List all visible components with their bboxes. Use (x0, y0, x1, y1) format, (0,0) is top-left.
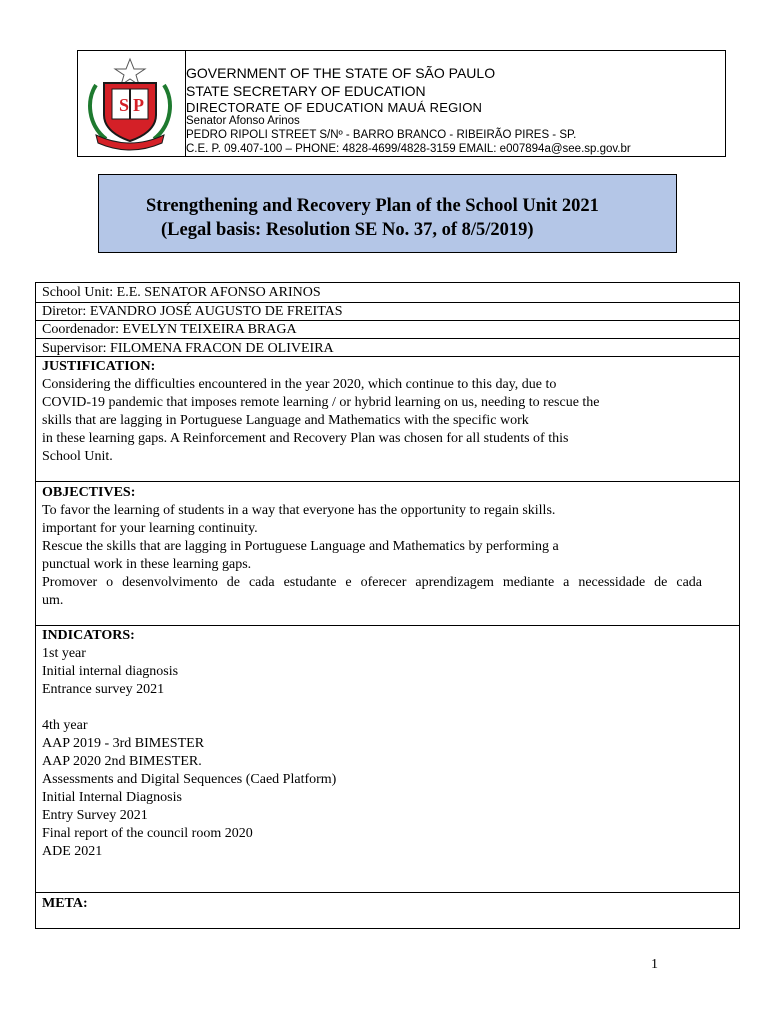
indicators-line: AAP 2019 - 3rd BIMESTER (42, 736, 205, 751)
indicators-section (42, 627, 336, 861)
objectives-line: important for your learning continuity. (42, 521, 258, 536)
row-divider (36, 892, 739, 893)
justification-line: COVID-19 pandemic that imposes remote learning / or hybrid learning on us, needing to rescue the (42, 395, 600, 410)
indicators-line (42, 699, 336, 717)
row-divider (36, 338, 739, 339)
indicators-line: Initial internal diagnosis (42, 664, 179, 679)
sao-paulo-coat-of-arms-icon (82, 55, 178, 153)
justification-heading: JUSTIFICATION: (42, 359, 156, 374)
plan-table (35, 282, 740, 929)
objectives-line: punctual work in these learning gaps. (42, 557, 252, 572)
indicators-line: 1st year (42, 646, 86, 661)
indicators-line: Assessments and Digital Sequences (Caed Platform) (42, 772, 337, 787)
supervisor-field: Supervisor: FILOMENA FRACON DE OLIVEIRA (42, 341, 334, 356)
letterhead-box (77, 50, 726, 157)
row-divider (36, 481, 739, 482)
indicators-line: Initial Internal Diagnosis (42, 790, 182, 805)
justification-line: Considering the difficulties encountered in the year 2020, which continue to this day, due to (42, 377, 557, 392)
indicators-line: Entry Survey 2021 (42, 808, 148, 823)
header-directorate-line: DIRECTORATE OF EDUCATION MAUÁ REGION (186, 100, 483, 115)
objectives-line: To favor the learning of students in a way that everyone has the opportunity to regain skills. (42, 503, 556, 518)
objectives-heading: OBJECTIVES: (42, 485, 136, 500)
indicators-line: Final report of the council room 2020 (42, 826, 253, 841)
header-secretary-line: STATE SECRETARY OF EDUCATION (186, 83, 426, 99)
document-title: Strengthening and Recovery Plan of the School Unit 2021 (146, 196, 599, 216)
indicators-line: AAP 2020 2nd BIMESTER. (42, 754, 202, 769)
crest-monogram-p: P (133, 95, 144, 115)
document-legal-basis: (Legal basis: Resolution SE No. 37, of 8/5/2019) (161, 220, 534, 240)
header-government-line: GOVERNMENT OF THE STATE OF SÃO PAULO (186, 65, 496, 81)
header-contact-line: C.E. P. 09.407-100 – PHONE: 4828-4699/4828-3159 EMAIL: e007894a@see.sp.gov.br (186, 143, 631, 155)
page-number: 1 (651, 957, 658, 972)
objectives-line: Promover o desenvolvimento de cada estudante e oferecer aprendizagem mediante a necessidade de cada (42, 575, 702, 590)
justification-line: School Unit. (42, 449, 113, 464)
coordinator-field: Coordenador: EVELYN TEIXEIRA BRAGA (42, 322, 297, 337)
indicators-line: 4th year (42, 718, 88, 733)
row-divider (36, 625, 739, 626)
indicators-line: Entrance survey 2021 (42, 682, 165, 697)
header-address-line: PEDRO RIPOLI STREET S/Nº - BARRO BRANCO - RIBEIRÃO PIRES - SP. (186, 129, 577, 141)
row-divider (36, 356, 739, 357)
crest-monogram-s: S (119, 95, 130, 115)
document-title-box (98, 174, 677, 253)
indicators-heading: INDICATORS: (42, 628, 135, 643)
meta-heading: META: (42, 896, 88, 911)
justification-section (42, 358, 600, 466)
justification-line: in these learning gaps. A Reinforcement and Recovery Plan was chosen for all students of this (42, 431, 569, 446)
header-school-name-line: Senator Afonso Arinos (186, 115, 300, 127)
indicators-line: ADE 2021 (42, 844, 103, 859)
justification-line: skills that are lagging in Portuguese Language and Mathematics with the specific work (42, 413, 529, 428)
objectives-line: um. (42, 593, 64, 608)
director-field: Diretor: EVANDRO JOSÉ AUGUSTO DE FREITAS (42, 304, 343, 319)
objectives-section (42, 484, 702, 610)
school-unit-field: School Unit: E.E. SENATOR AFONSO ARINOS (42, 285, 321, 300)
objectives-line: Rescue the skills that are lagging in Portuguese Language and Mathematics by performing a (42, 539, 559, 554)
